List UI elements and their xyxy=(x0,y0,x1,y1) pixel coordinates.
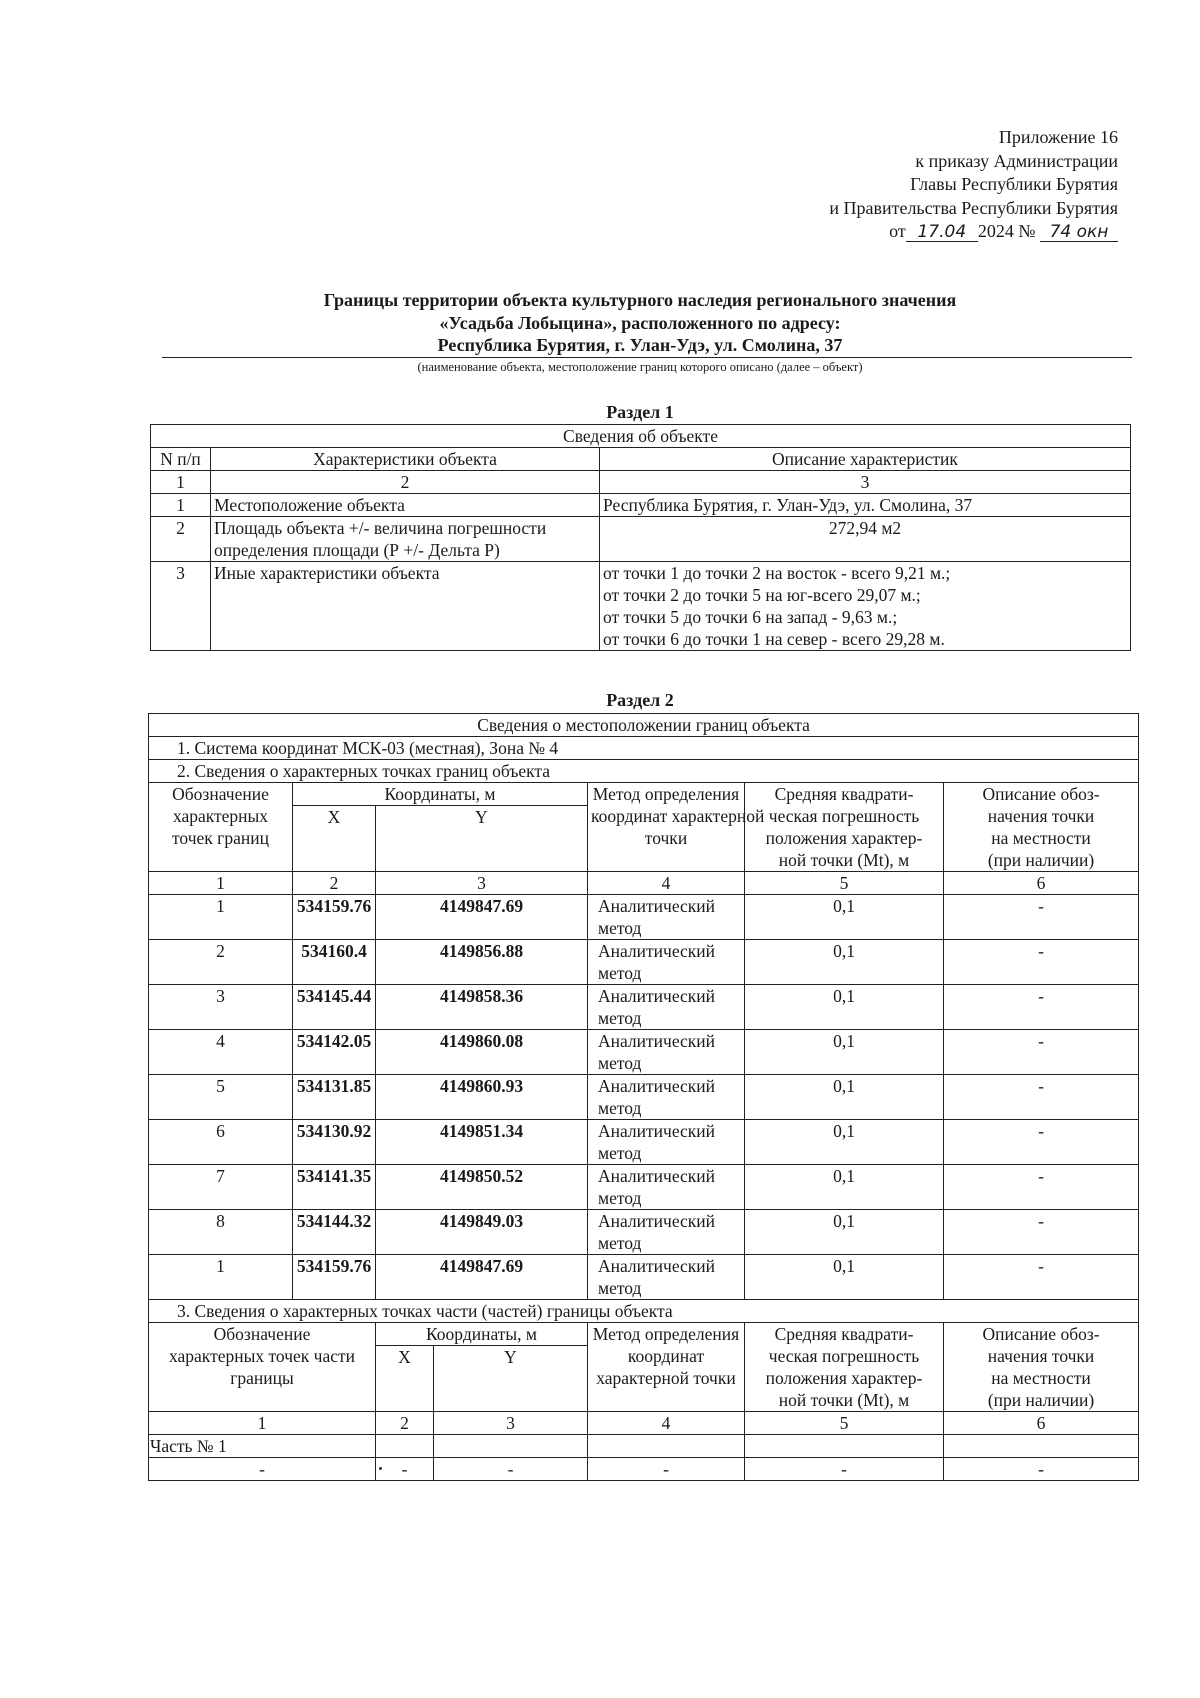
table-row xyxy=(149,940,1139,985)
appendix-header xyxy=(829,126,1118,244)
point-id-cell: 8 xyxy=(149,1210,293,1255)
point-x-cell: 534159.76 xyxy=(293,895,376,940)
part-method-header xyxy=(588,1323,745,1412)
title-line: Республика Бурятия, г. Улан-Удэ, ул. Смолина, 37 xyxy=(437,335,843,355)
column-number: 2 xyxy=(211,471,600,494)
header-text: Обозначение xyxy=(172,784,269,804)
description-text: Республика Бурятия, г. Улан-Удэ, ул. Смолина, 37 xyxy=(603,495,973,515)
description-cell xyxy=(600,494,1131,517)
column-number: 1 xyxy=(149,1412,376,1435)
date-prefix: от xyxy=(889,221,906,241)
header-line: Приложение 16 xyxy=(998,127,1118,147)
description-text: от точки 6 до точки 1 на север - всего 29,28 м. xyxy=(603,629,945,649)
header-text: начения точки xyxy=(987,806,1095,826)
characteristic-cell xyxy=(211,494,600,517)
column-number: 1 xyxy=(151,471,211,494)
point-error-cell: 0,1 xyxy=(745,1120,944,1165)
column-number: 3 xyxy=(434,1412,588,1435)
header-line: к приказу Администрации xyxy=(915,150,1118,171)
header-text: на местности xyxy=(991,1368,1091,1388)
point-id-cell: 4 xyxy=(149,1030,293,1075)
part-cell: - xyxy=(588,1458,745,1481)
header-date-line xyxy=(829,220,1118,244)
point-description-cell: - xyxy=(944,1255,1139,1300)
section2-heading: Раздел 2 xyxy=(606,690,674,710)
coordinates-header: Координаты, м xyxy=(293,783,588,806)
point-description-cell: - xyxy=(944,985,1139,1030)
point-x-cell: 534144.32 xyxy=(293,1210,376,1255)
header-text: (при наличии) xyxy=(987,1390,1095,1410)
header-text: положения характер- xyxy=(765,828,923,848)
point-method-cell: Аналитический метод xyxy=(588,1210,745,1255)
column-header: Характеристики объекта xyxy=(211,448,600,471)
point-method-cell: Аналитический метод xyxy=(588,1255,745,1300)
point-y-cell: 4149858.36 xyxy=(376,985,588,1030)
header-text: ной точки (Mt), м xyxy=(778,1390,910,1410)
error-header xyxy=(745,783,944,872)
empty-cell xyxy=(434,1435,588,1458)
header-text: (при наличии) xyxy=(987,850,1095,870)
header-text: ческая погрешность xyxy=(768,806,920,826)
part-description-header xyxy=(944,1323,1139,1412)
point-id-cell: 5 xyxy=(149,1075,293,1120)
column-number: 6 xyxy=(944,1412,1139,1435)
point-description-cell: - xyxy=(944,895,1139,940)
column-number: 4 xyxy=(588,1412,745,1435)
section1-heading: Раздел 1 xyxy=(606,402,674,422)
point-description-cell: - xyxy=(944,1030,1139,1075)
header-line: и Правительства Республики Бурятия xyxy=(829,197,1118,218)
part-cell: - xyxy=(745,1458,944,1481)
column-number: 4 xyxy=(588,872,745,895)
column-number: 2 xyxy=(376,1412,434,1435)
point-error-cell: 0,1 xyxy=(745,1210,944,1255)
empty-cell xyxy=(376,1435,434,1458)
designation-header xyxy=(149,783,293,872)
point-x-cell: 534159.76 xyxy=(293,1255,376,1300)
header-text: характерной точки xyxy=(596,1368,736,1388)
point-x-cell: 534160.4 xyxy=(293,940,376,985)
empty-cell xyxy=(745,1435,944,1458)
description-header xyxy=(944,783,1139,872)
y-header: Y xyxy=(376,806,588,872)
point-error-cell: 0,1 xyxy=(745,1030,944,1075)
point-y-cell: 4149856.88 xyxy=(376,940,588,985)
point-y-cell: 4149847.69 xyxy=(376,895,588,940)
characteristic-text: определения площади (Р +/- Дельта Р) xyxy=(214,540,500,560)
point-error-cell: 0,1 xyxy=(745,1165,944,1210)
header-text: характерных xyxy=(172,806,269,826)
part-designation-header xyxy=(149,1323,376,1412)
point-y-cell: 4149847.69 xyxy=(376,1255,588,1300)
point-id-cell: 2 xyxy=(149,940,293,985)
column-number: 5 xyxy=(745,872,944,895)
point-id-cell: 7 xyxy=(149,1165,293,1210)
point-description-cell: - xyxy=(944,940,1139,985)
point-id-cell: 1 xyxy=(149,1255,293,1300)
table-row xyxy=(151,517,1131,562)
point-x-cell: 534142.05 xyxy=(293,1030,376,1075)
description-cell xyxy=(600,562,1131,651)
x-header: X xyxy=(293,806,376,872)
point-x-cell: 534131.85 xyxy=(293,1075,376,1120)
point-x-cell: 534130.92 xyxy=(293,1120,376,1165)
point-error-cell: 0,1 xyxy=(745,895,944,940)
column-number: 5 xyxy=(745,1412,944,1435)
point-id-cell: 3 xyxy=(149,985,293,1030)
table-row xyxy=(149,1075,1139,1120)
point-x-cell: 534141.35 xyxy=(293,1165,376,1210)
header-text: характерных точек части xyxy=(169,1346,355,1366)
characteristic-text: Иные характеристики объекта xyxy=(214,563,440,583)
part-cell: - xyxy=(376,1458,434,1481)
point-method-cell: Аналитический метод xyxy=(588,895,745,940)
header-text: Описание обоз- xyxy=(982,1324,1100,1344)
point-method-cell: Аналитический метод xyxy=(588,1120,745,1165)
header-text: границы xyxy=(230,1368,294,1388)
points-body xyxy=(149,895,1139,1300)
characteristic-text: Площадь объекта +/- величина погрешности xyxy=(214,518,547,538)
column-number: 3 xyxy=(600,471,1131,494)
header-text: ной точки (Mt), м xyxy=(778,850,910,870)
part-label: Часть № 1 xyxy=(149,1435,376,1458)
row-number: 2 xyxy=(151,517,211,562)
row-number: 3 xyxy=(151,562,211,651)
point-y-cell: 4149849.03 xyxy=(376,1210,588,1255)
description-text: 272,94 м2 xyxy=(828,518,902,538)
coordinate-system: 1. Система координат МСК-03 (местная), Зона № 4 xyxy=(149,737,1139,760)
point-y-cell: 4149860.93 xyxy=(376,1075,588,1120)
table-row xyxy=(151,562,1131,651)
part-coordinates-header: Координаты, м xyxy=(376,1323,588,1346)
table-row xyxy=(149,1255,1139,1300)
point-id-cell: 6 xyxy=(149,1120,293,1165)
description-text: от точки 1 до точки 2 на восток - всего 9,21 м.; xyxy=(603,563,951,583)
column-header: N п/п xyxy=(151,448,211,471)
characteristic-cell xyxy=(211,562,600,651)
points-section-title: 2. Сведения о характерных точках границ объекта xyxy=(149,760,1139,783)
point-method-cell: Аналитический метод xyxy=(588,1075,745,1120)
header-text: координат характерной xyxy=(591,806,765,826)
table-row xyxy=(151,494,1131,517)
column-number: 3 xyxy=(376,872,588,895)
point-description-cell: - xyxy=(944,1075,1139,1120)
header-line: Главы Республики Бурятия xyxy=(910,174,1118,194)
table-row xyxy=(149,1210,1139,1255)
table-row xyxy=(149,1120,1139,1165)
document-title xyxy=(150,289,1130,357)
table-row xyxy=(149,985,1139,1030)
part-cell: - xyxy=(434,1458,588,1481)
title-caption: (наименование объекта, местоположение границ которого описано (далее – объект) xyxy=(417,360,863,374)
table-row xyxy=(149,1030,1139,1075)
description-cell xyxy=(600,517,1131,562)
stray-dot xyxy=(379,1467,382,1470)
header-text: ческая погрешность xyxy=(768,1346,920,1366)
point-error-cell: 0,1 xyxy=(745,1255,944,1300)
header-text: точки xyxy=(644,828,688,848)
characteristic-cell xyxy=(211,517,600,562)
column-number: 1 xyxy=(149,872,293,895)
part-cell: - xyxy=(149,1458,376,1481)
table-row xyxy=(149,1165,1139,1210)
header-text: координат xyxy=(627,1346,705,1366)
point-method-cell: Аналитический метод xyxy=(588,1165,745,1210)
header-text: точек границ xyxy=(172,828,269,848)
title-line: Границы территории объекта культурного наследия регионального значения xyxy=(323,290,957,310)
point-description-cell: - xyxy=(944,1210,1139,1255)
point-error-cell: 0,1 xyxy=(745,940,944,985)
point-x-cell: 534145.44 xyxy=(293,985,376,1030)
title-line: «Усадьба Лобыцина», расположенного по адресу: xyxy=(439,312,841,333)
table-row xyxy=(149,895,1139,940)
part-x-header: X xyxy=(376,1346,434,1412)
column-header: Описание характеристик xyxy=(600,448,1131,471)
parts-section-title: 3. Сведения о характерных точках части (частей) границы объекта xyxy=(149,1300,1139,1323)
description-text: от точки 5 до точки 6 на запад - 9,63 м.; xyxy=(603,607,898,627)
point-error-cell: 0,1 xyxy=(745,1075,944,1120)
part-cell: - xyxy=(944,1458,1139,1481)
table-title: Сведения о местоположении границ объекта xyxy=(149,714,1139,737)
section2-table xyxy=(148,713,1139,1481)
header-text: начения точки xyxy=(987,1346,1095,1366)
column-number: 6 xyxy=(944,872,1139,895)
empty-cell xyxy=(944,1435,1139,1458)
column-number: 2 xyxy=(293,872,376,895)
section1-table xyxy=(150,424,1131,651)
header-text: Метод определения xyxy=(592,1324,740,1344)
characteristic-text: Местоположение объекта xyxy=(214,495,405,515)
header-text: Метод определения xyxy=(592,784,740,804)
point-y-cell: 4149850.52 xyxy=(376,1165,588,1210)
point-method-cell: Аналитический метод xyxy=(588,940,745,985)
number-handwritten: 74 окн xyxy=(1040,223,1118,242)
date-handwritten: 17.04 xyxy=(906,223,978,242)
part-error-header xyxy=(745,1323,944,1412)
header-text: Средняя квадрати- xyxy=(774,1324,914,1344)
method-header xyxy=(588,783,765,872)
table-row xyxy=(149,1458,1139,1481)
header-text: Описание обоз- xyxy=(982,784,1100,804)
point-y-cell: 4149860.08 xyxy=(376,1030,588,1075)
year-label: 2024 № xyxy=(977,221,1036,241)
point-method-cell: Аналитический метод xyxy=(588,1030,745,1075)
part-y-header: Y xyxy=(434,1346,588,1412)
header-text: Средняя квадрати- xyxy=(774,784,914,804)
empty-cell xyxy=(588,1435,745,1458)
header-text: Обозначение xyxy=(213,1324,311,1344)
point-id-cell: 1 xyxy=(149,895,293,940)
point-error-cell: 0,1 xyxy=(745,985,944,1030)
point-y-cell: 4149851.34 xyxy=(376,1120,588,1165)
header-text: положения характер- xyxy=(765,1368,923,1388)
description-text: от точки 2 до точки 5 на юг-всего 29,07 м.; xyxy=(603,585,921,605)
point-method-cell: Аналитический метод xyxy=(588,985,745,1030)
row-number: 1 xyxy=(151,494,211,517)
point-description-cell: - xyxy=(944,1165,1139,1210)
title-underline xyxy=(162,357,1132,358)
table-title: Сведения об объекте xyxy=(151,425,1131,448)
header-text: на местности xyxy=(991,828,1091,848)
point-description-cell: - xyxy=(944,1120,1139,1165)
